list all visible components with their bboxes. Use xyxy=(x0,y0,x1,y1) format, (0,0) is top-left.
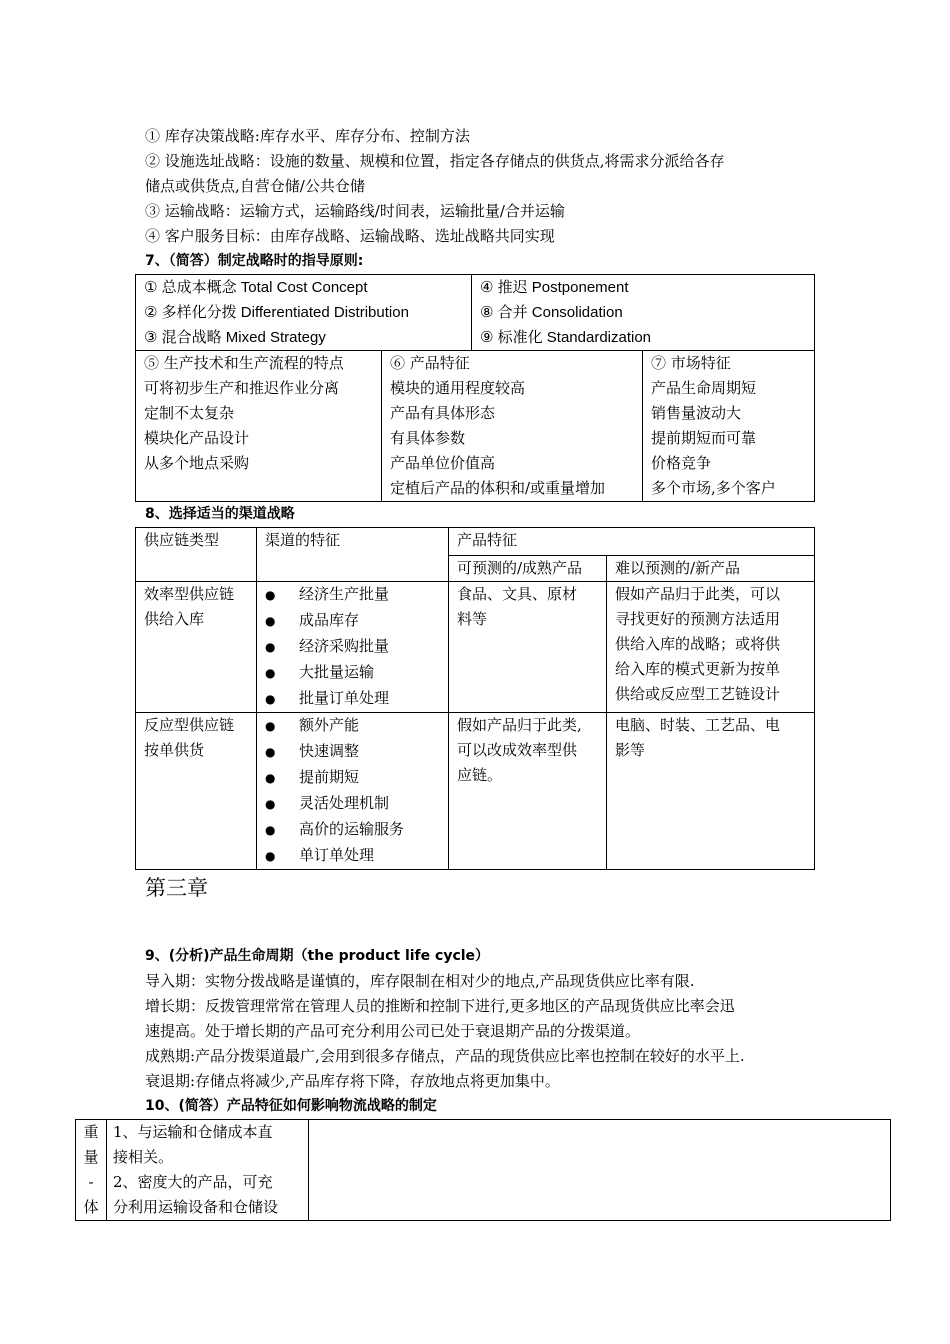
header-predictable: 可预测的/成熟产品 xyxy=(449,556,607,582)
product-features-table xyxy=(75,1119,891,1221)
bullet-item: ● 额外产能 xyxy=(265,713,440,739)
empty-cell xyxy=(309,1120,891,1221)
cell-line: 从多个地点采购 xyxy=(144,454,250,472)
bullet-item: ● 批量订单处理 xyxy=(265,686,440,712)
header-supply-chain-type: 供应链类型 xyxy=(136,528,257,582)
bullet-item: ● 提前期短 xyxy=(265,765,440,791)
section9-line: 增长期：反拨管理常常在管理人员的推断和控制下进行,更多地区的产品现货供应比率会迅 xyxy=(145,997,735,1015)
bullet-item: ● 灵活处理机制 xyxy=(265,791,440,817)
bullet-item: ● 成品库存 xyxy=(265,608,440,634)
intro-line: ② 设施选址战略：设施的数量、规模和位置，指定各存储点的供货点,将需求分派给各存 xyxy=(145,152,725,170)
cell-line: 给入库的模式更新为按单 xyxy=(615,660,781,678)
cell-line: 供给入库的战略；或将供 xyxy=(615,635,781,653)
market-features-cell xyxy=(643,351,815,502)
section10-heading: 10、(简答）产品特征如何影响物流战略的制定 xyxy=(145,1098,437,1114)
header-product-features: 产品特征 xyxy=(449,528,815,556)
cell-line: 1、与运输和仓储成本直 xyxy=(113,1123,273,1141)
cell-line: 定制不太复杂 xyxy=(144,404,235,422)
section9-heading: 9、(分析)产品生命周期（the product life cycle） xyxy=(145,948,490,964)
section9-line: 速提高。处于增长期的产品可充分利用公司已处于衰退期产品的分拨渠道。 xyxy=(145,1022,641,1040)
cell-line: 假如产品归于此类，可以 xyxy=(615,585,781,603)
intro-line: ① 库存决策战略:库存水平、库存分布、控制方法 xyxy=(145,127,470,145)
principles-left-cell xyxy=(136,275,472,351)
cell-line: 假如产品归于此类, xyxy=(457,716,582,734)
cell-line: 效率型供应链 xyxy=(144,585,235,603)
responsive-unpredictable-cell xyxy=(607,713,815,870)
efficient-features-cell xyxy=(257,582,449,713)
section8-heading: 8、选择适当的渠道战略 xyxy=(145,506,295,522)
section9-line: 导入期：实物分拨战略是谨慎的，库存限制在相对少的地点,产品现货供应比率有限. xyxy=(145,972,695,990)
cell-line: ⑥ 产品特征 xyxy=(390,354,470,372)
principle-item: ① 总成本概念 Total Cost Concept xyxy=(144,279,368,296)
cell-line: 提前期短而可靠 xyxy=(651,429,757,447)
table-row xyxy=(136,713,815,870)
responsive-type-cell xyxy=(136,713,257,870)
cell-line: 影等 xyxy=(615,741,646,759)
cell-line: 分利用运输设备和仓储设 xyxy=(113,1198,279,1216)
cell-line: ⑤ 生产技术和生产流程的特点 xyxy=(144,354,344,372)
cell-line: 销售量波动大 xyxy=(651,404,742,422)
intro-line: ④ 客户服务目标：由库存战略、运输战略、选址战略共同实现 xyxy=(145,227,555,245)
cell-line: 按单供货 xyxy=(144,741,205,759)
cell-line: 重 xyxy=(83,1123,99,1141)
cell-line: 有具体参数 xyxy=(390,429,466,447)
cell-line: - xyxy=(88,1173,94,1191)
principles-right-cell xyxy=(472,275,815,351)
bullet-item: ● 单订单处理 xyxy=(265,843,440,869)
efficient-unpredictable-cell xyxy=(607,582,815,713)
principle-item: ② 多样化分拨 Differentiated Distribution xyxy=(144,304,409,321)
channel-strategy-table xyxy=(135,527,815,870)
efficient-predictable-cell xyxy=(449,582,607,713)
intro-line: 储点或供货点,自营仓储/公共仓储 xyxy=(145,177,365,195)
cell-line: 供给入库 xyxy=(144,610,205,628)
chapter-title: 第三章 xyxy=(145,876,208,900)
cell-line: 多个市场,多个客户 xyxy=(651,479,776,497)
weight-volume-text-cell xyxy=(107,1120,309,1221)
product-features-cell xyxy=(382,351,643,502)
cell-line: 接相关。 xyxy=(113,1148,174,1166)
intro-line: ③ 运输战略：运输方式，运输路线/时间表，运输批量/合并运输 xyxy=(145,202,565,220)
efficient-type-cell xyxy=(136,582,257,713)
cell-line: 反应型供应链 xyxy=(144,716,235,734)
cell-line: 2、密度大的产品，可充 xyxy=(113,1173,273,1191)
cell-line: ⑦ 市场特征 xyxy=(651,354,731,372)
section9-line: 衰退期:存储点将减少,产品库存将下降，存放地点将更加集中。 xyxy=(145,1072,560,1090)
bullet-item: ● 经济采购批量 xyxy=(265,634,440,660)
section9-line: 成熟期:产品分拨渠道最广,会用到很多存储点，产品的现货供应比率也控制在较好的水平上. xyxy=(145,1047,745,1065)
responsive-predictable-cell xyxy=(449,713,607,870)
cell-line: 产品生命周期短 xyxy=(651,379,757,397)
cell-line: 电脑、时装、工艺品、电 xyxy=(615,716,781,734)
cell-line: 可以改成效率型供 xyxy=(457,741,578,759)
cell-line: 寻找更好的预测方法适用 xyxy=(615,610,781,628)
cell-line: 模块的通用程度较高 xyxy=(390,379,526,397)
cell-line: 定植后产品的体积和/或重量增加 xyxy=(390,479,606,497)
responsive-features-cell xyxy=(257,713,449,870)
section7-table-bottom xyxy=(135,350,815,502)
cell-line: 价格竞争 xyxy=(651,454,712,472)
cell-line: 食品、文具、原材 xyxy=(457,585,578,603)
cell-line: 可将初步生产和推迟作业分离 xyxy=(144,379,340,397)
bullet-item: ● 经济生产批量 xyxy=(265,582,440,608)
cell-line: 产品单位价值高 xyxy=(390,454,496,472)
table-row xyxy=(136,582,815,713)
bullet-item: ● 大批量运输 xyxy=(265,660,440,686)
cell-line: 料等 xyxy=(457,610,488,628)
table-row xyxy=(76,1120,891,1221)
section7-table-top xyxy=(135,274,815,351)
principle-item: ④ 推迟 Postponement xyxy=(480,279,629,296)
header-unpredictable: 难以预测的/新产品 xyxy=(607,556,815,582)
cell-line: 体 xyxy=(83,1198,99,1216)
header-channel-features: 渠道的特征 xyxy=(257,528,449,582)
cell-line: 供给或反应型工艺链设计 xyxy=(615,685,781,703)
cell-line: 应链。 xyxy=(457,766,503,784)
section7-heading: 7、（简答）制定战略时的指导原则: xyxy=(145,253,364,269)
production-features-cell xyxy=(136,351,382,502)
cell-line: 量 xyxy=(83,1148,99,1166)
bullet-item: ● 快速调整 xyxy=(265,739,440,765)
cell-line: 产品有具体形态 xyxy=(390,404,496,422)
cell-line: 模块化产品设计 xyxy=(144,429,250,447)
principle-item: ⑧ 合并 Consolidation xyxy=(480,304,623,321)
principle-item: ③ 混合战略 Mixed Strategy xyxy=(144,329,326,346)
weight-volume-label-cell xyxy=(76,1120,107,1221)
bullet-item: ● 高价的运输服务 xyxy=(265,817,440,843)
principle-item: ⑨ 标准化 Standardization xyxy=(480,329,652,346)
